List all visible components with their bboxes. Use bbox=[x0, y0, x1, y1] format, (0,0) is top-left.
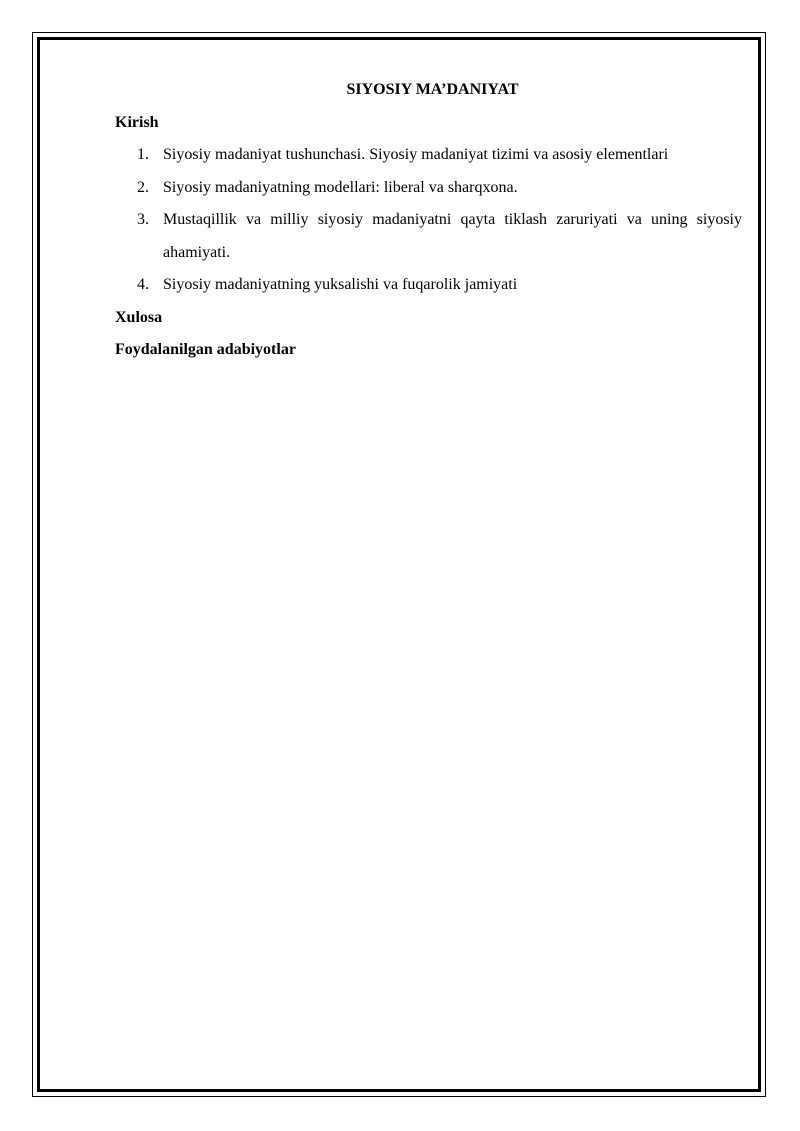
list-item bbox=[115, 172, 742, 205]
conclusion-heading: Xulosa bbox=[115, 308, 163, 326]
list-item bbox=[115, 204, 742, 269]
list-item bbox=[115, 139, 742, 172]
contents-list bbox=[115, 139, 742, 302]
list-item-number: 1. bbox=[137, 146, 149, 163]
intro-heading: Kirish bbox=[115, 113, 159, 131]
list-item-text: Siyosiy madaniyat tushunchasi. Siyosiy madaniyat tizimi va asosiy elementlari bbox=[163, 146, 669, 163]
list-item-text: Mustaqillik va milliy siyosiy madaniyatni qayta tiklash zaruriyati va uning siyosiy ahamiyati. bbox=[163, 211, 742, 261]
list-item-number: 3. bbox=[137, 211, 149, 228]
list-item-text: Siyosiy madaniyatning yuksalishi va fuqarolik jamiyati bbox=[163, 276, 518, 293]
list-item-number: 2. bbox=[137, 178, 149, 196]
list-item bbox=[115, 269, 742, 302]
list-item-number: 4. bbox=[137, 276, 149, 293]
references-heading: Foydalanilgan adabiyotlar bbox=[115, 341, 296, 358]
document-title: SIYOSIY MA’DANIYAT bbox=[346, 81, 519, 98]
list-item-text: Siyosiy madaniyatning modellari: liberal va sharqxona. bbox=[163, 178, 518, 196]
document-body bbox=[115, 74, 742, 367]
